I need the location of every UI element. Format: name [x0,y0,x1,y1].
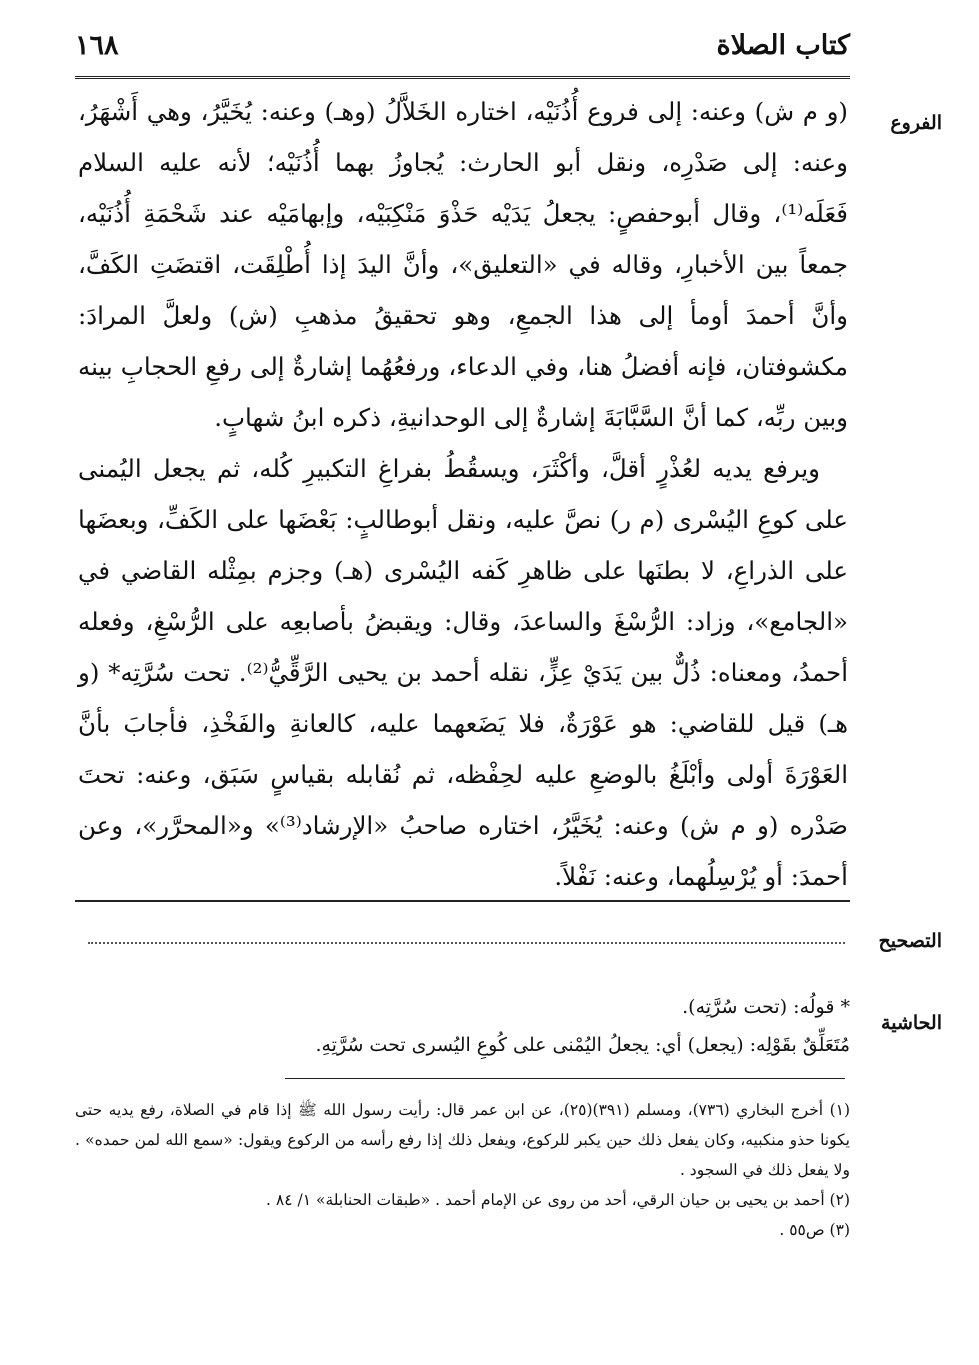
footnotes [75,1095,850,1245]
header-divider [75,76,850,79]
page-header [75,30,850,70]
hashiya-text [260,988,850,1064]
footnote-divider [285,1078,845,1079]
main-paragraph-1: (و م ش) وعنه: إلى فروع أُذُنَيْه، اختاره الخَلاَّلُ (وهـ) وعنه: يُخَيَّرُ، وهي أَشْهَرُ، وعنه: إلى صَدْرِه، ونقل أبو الحارث: يُجاوزُ بهما أُذُنَيْه؛ لأنه عليه السلام فَعَلَه⁽¹⁾، وقال أبوحفصٍ: يجعلُ يَدَيْه حَذْوَ مَنْكِبَيْه، وإبهامَيْه عند شَحْمَةِ أُذُنَيْه، جمعاً بين الأخبارِ، وقاله في «التعليق»، وأنَّ اليدَ إذا أُطْلِقَت، اقتضَتِ الكَفَّ، وأنَّ أحمدَ أومأ إلى هذا الجمعِ، وهو تحقيقُ مذهبِ (ش) ولعلَّ المرادَ: مكشوفتان، فإنه أفضلُ هنا، وفي الدعاء، ورفعُهُما إشارةٌ إلى رفعِ الحجابِ بينه وبين ربِّه، كما أنَّ السَّبَّابَةَ إشارةٌ إلى الوحدانيةِ، ذكره ابنُ شهابٍ. [78,97,848,432]
footnote-2: (٢) أحمد بن يحيى بن حيان الرقي، أحد من روى عن الإمام أحمد . «طبقات الحنابلة» ١/ ٨٤ . [266,1191,850,1209]
label-tashih: التصحيح [878,930,942,952]
main-text-divider [75,900,850,902]
hashiya-line-1: * قولُه: (تحت سُرَّتِه). [682,996,850,1018]
main-text [78,86,848,902]
label-hashiya: الحاشية [881,1012,942,1034]
page-number: ١٦٨ [75,30,119,61]
hashiya-line-2: مُتَعَلِّقٌ بقَوْلِه: (يجعل) أي: يجعلُ اليُمْنى على كُوعِ اليُسرى تحت سُرَّتِهِ. [315,1034,850,1056]
label-furu: الفروع [890,112,942,134]
footnote-3: (٣) ص٥٥ . [779,1221,850,1239]
footnote-1: (١) أخرج البخاري (٧٣٦)، ومسلم (٣٩١)(٢٥)، عن ابن عمر قال: رأيت رسول الله ﷺ إذا قام في الصلاة، رفع يديه حتى يكونا حذو منكبيه، وكان يفعل ذلك حين يكبر للركوع، ويفعل ذلك إذا رفع رأسه من الركوع ويقول: «سمع الله لمن حمده» . ولا يفعل ذلك في السجود . [75,1101,851,1179]
main-paragraph-2: ويرفع يديه لعُذْرٍ أقلَّ، وأكْثَرَ، ويسقُطُ بفراغِ التكبيرِ كُله، ثم يجعل اليُمنى على كوعِ اليُسْرى (م ر) نصَّ عليه، ونقل أبوطالبٍ: بَعْضَها على الكَفِّ، وبعضَها على الذراعِ، لا بطنَها على ظاهرِ كَفه اليُسْرى (هـ) وجزم بمِثْله القاضي في «الجامع»، وزاد: الرُّسْغَ والساعدَ، وقال: ويقبضُ بأصابعِه على الرُّسْغِ، وفعله أحمدُ، ومعناه: ذُلٌّ بين يَدَيْ عِزٍّ، نقله أحمد بن يحيى الرَّقِّيُّ⁽²⁾. تحت سُرَّتِه* (و هـ) قيل للقاضي: هو عَوْرَةٌ، فلا يَضَعهما عليه، كالعانةِ والفَخْذِ، فأجابَ بأنَّ العَوْرَةَ أولى وأبْلَغُ بالوضعِ عليه لحِفْظه، ثم نُقابله بقياسٍ سَبَق، وعنه: تحتَ صَدْره (و م ش) وعنه: يُخَيَّرُ، اختاره صاحبُ «الإرشاد⁽³⁾» و«المحرَّر»، وعن أحمدَ: أو يُرْسِلُهما، وعنه: نَفْلاً. [78,454,849,891]
tashih-dotted-line [88,942,845,944]
running-title: كتاب الصلاة [716,30,850,61]
